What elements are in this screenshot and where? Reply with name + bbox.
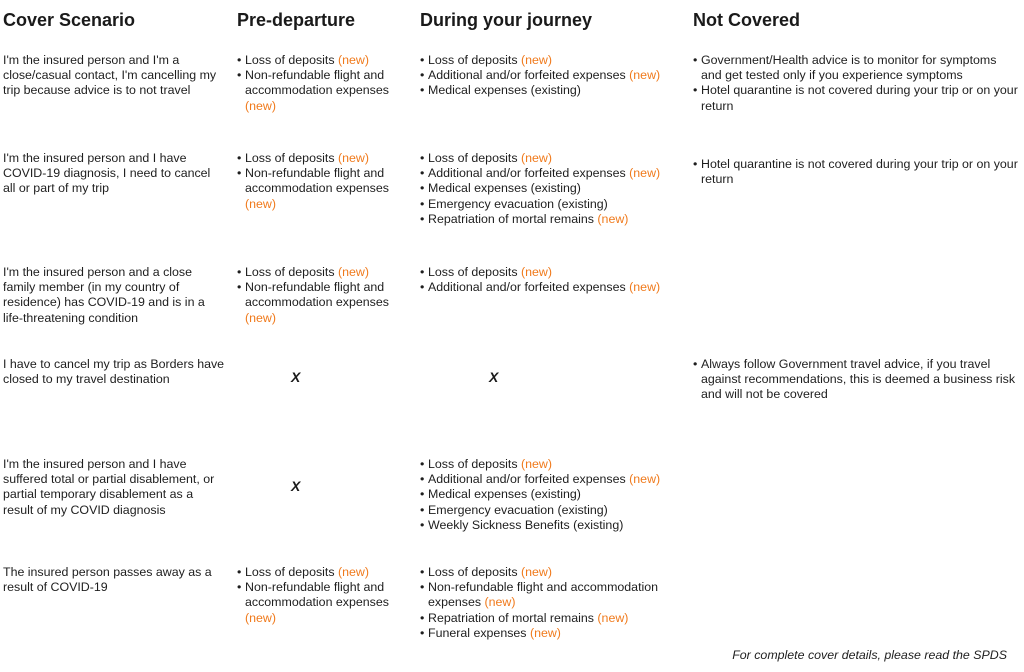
list-item: • Loss of deposits (new) (237, 53, 409, 68)
not-covered-x-mark: X (489, 369, 499, 385)
row-3-scenario: I'm the insured person and a close family member (in my country of residence) has COVID-19 and is in a life-threatening condition (3, 265, 205, 325)
row-3-journey (420, 265, 688, 295)
new-tag: (new) (521, 151, 552, 165)
list-item: • Additional and/or forfeited expenses (new) (420, 166, 688, 181)
new-tag: (new) (629, 68, 661, 83)
list-item: • Loss of deposits (new) (420, 53, 688, 68)
new-tag: (new) (338, 151, 369, 165)
row-4-not-covered (693, 357, 1018, 403)
list-item: • Loss of deposits (new) (420, 265, 688, 280)
list-item: • Loss of deposits (new) (420, 457, 688, 472)
list-item: • Repatriation of mortal remains (new) (420, 611, 688, 626)
new-tag: (new) (338, 53, 369, 67)
new-tag: (new) (338, 565, 369, 579)
list-item: • Repatriation of mortal remains (new) (420, 212, 688, 227)
list-item: • Loss of deposits (new) (420, 151, 688, 166)
row-4-scenario: I have to cancel my trip as Borders have closed to my travel destination (3, 357, 225, 387)
list-item: • Additional and/or forfeited expenses (new) (420, 472, 688, 487)
new-tag: (new) (529, 625, 561, 640)
row-6-pre-departure (237, 565, 409, 626)
list-item: • Loss of deposits (new) (420, 565, 688, 580)
header-pre-departure: Pre-departure (237, 10, 356, 30)
list-item: • Funeral expenses (new) (420, 626, 688, 641)
list-item: • Non-refundable flight and accommodation expenses (new) (237, 166, 409, 212)
row-2-scenario: I'm the insured person and I have COVID-19 diagnosis, I need to cancel all or part of my trip (3, 151, 211, 196)
list-item: • Hotel quarantine is not covered during your trip or on your return (693, 83, 1018, 113)
new-tag: (new) (484, 595, 516, 610)
row-1-journey (420, 53, 688, 99)
list-item: • Loss of deposits (new) (237, 565, 409, 580)
row-2-not-covered (693, 157, 1018, 187)
new-tag: (new) (521, 457, 552, 471)
new-tag: (new) (245, 310, 276, 325)
not-covered-x-mark: X (291, 478, 301, 494)
row-5-journey (420, 457, 688, 533)
list-item: • Medical expenses (existing) (420, 83, 688, 98)
row-1-pre-departure (237, 53, 409, 114)
new-tag: (new) (338, 265, 369, 279)
new-tag: (new) (521, 53, 552, 67)
row-5-scenario: I'm the insured person and I have suffered total or partial disablement, or partial temporary disablement as a result of my COVID diagnosis (3, 457, 215, 517)
header-during-journey: During your journey (420, 10, 593, 30)
new-tag: (new) (629, 166, 661, 181)
header-not-covered: Not Covered (693, 10, 801, 30)
list-item: • Medical expenses (existing) (420, 181, 688, 196)
list-item: • Medical expenses (existing) (420, 487, 688, 502)
not-covered-x-mark: X (291, 369, 301, 385)
row-1-not-covered (693, 53, 1018, 114)
row-6-scenario: The insured person passes away as a result of COVID-19 (3, 565, 212, 595)
row-2-pre-departure (237, 151, 409, 212)
new-tag: (new) (245, 196, 276, 211)
new-tag: (new) (245, 610, 276, 625)
header-cover-scenario: Cover Scenario (3, 10, 136, 30)
list-item: • Weekly Sickness Benefits (existing) (420, 518, 688, 533)
new-tag: (new) (521, 265, 552, 279)
list-item: • Non-refundable flight and accommodation expenses (new) (237, 580, 409, 626)
list-item: • Additional and/or forfeited expenses (new) (420, 280, 688, 295)
row-2-journey (420, 151, 688, 227)
list-item: • Government/Health advice is to monitor for symptoms and get tested only if you experience symptoms (693, 53, 1018, 83)
list-item: • Hotel quarantine is not covered during your trip or on your return (693, 157, 1018, 187)
row-1-scenario: I'm the insured person and I'm a close/casual contact, I'm cancelling my trip because advice is to not travel (3, 53, 217, 98)
new-tag: (new) (629, 280, 661, 295)
list-item: • Always follow Government travel advice, if you travel against recommendations, this is deemed a business risk and will not be covered (693, 357, 1018, 403)
new-tag: (new) (597, 610, 629, 625)
new-tag: (new) (245, 98, 276, 113)
list-item: • Loss of deposits (new) (237, 265, 409, 280)
list-item: • Emergency evacuation (existing) (420, 503, 688, 518)
list-item: • Additional and/or forfeited expenses (new) (420, 68, 688, 83)
row-3-pre-departure (237, 265, 409, 326)
new-tag: (new) (629, 472, 661, 487)
list-item: • Loss of deposits (new) (237, 151, 409, 166)
footnote: For complete cover details, please read the SPDS (732, 648, 1007, 662)
list-item: • Non-refundable flight and accommodation expenses (new) (420, 580, 688, 610)
new-tag: (new) (521, 565, 552, 579)
row-6-journey (420, 565, 688, 641)
new-tag: (new) (597, 211, 629, 226)
list-item: • Emergency evacuation (existing) (420, 197, 688, 212)
list-item: • Non-refundable flight and accommodation expenses (new) (237, 280, 409, 326)
list-item: • Non-refundable flight and accommodation expenses (new) (237, 68, 409, 114)
